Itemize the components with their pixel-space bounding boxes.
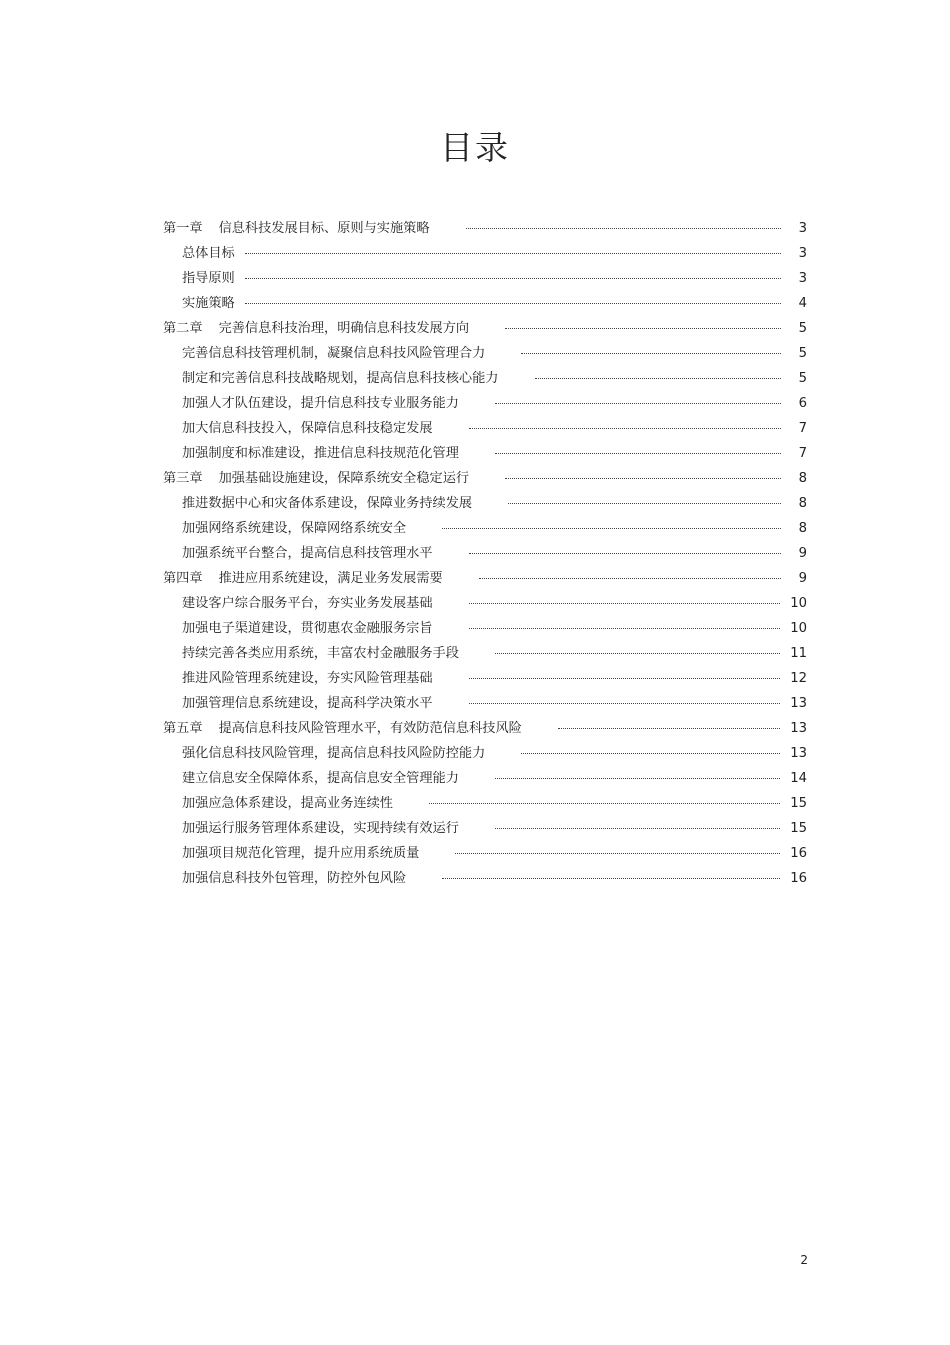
toc-page-number: 15 <box>790 796 807 811</box>
toc-section-entry[interactable] <box>163 416 807 441</box>
dot-leader <box>505 328 781 329</box>
toc-entry-title: 加大信息科技投入，保障信息科技稳定发展 <box>182 421 433 436</box>
toc-page-number: 3 <box>798 246 807 261</box>
toc-page-number: 8 <box>798 471 807 486</box>
toc-chapter-entry[interactable] <box>163 716 807 741</box>
chapter-number: 第三章 <box>163 471 203 486</box>
toc-section-entry[interactable] <box>163 541 807 566</box>
toc-entry-title: 建立信息安全保障体系，提高信息安全管理能力 <box>182 771 459 786</box>
dot-leader <box>558 728 780 729</box>
toc-section-entry[interactable] <box>163 616 807 641</box>
toc-entry-title: 制定和完善信息科技战略规划，提高信息科技核心能力 <box>182 371 499 386</box>
chapter-number: 第四章 <box>163 571 203 586</box>
toc-page-number: 5 <box>798 321 807 336</box>
toc-entry-title: 加强信息科技外包管理，防控外包风险 <box>182 871 407 886</box>
dot-leader <box>442 878 780 879</box>
dot-leader <box>455 853 780 854</box>
toc-entry-title: 实施策略 <box>182 296 235 311</box>
dot-leader <box>469 628 781 629</box>
dot-leader <box>495 403 781 404</box>
toc-page-number: 5 <box>798 346 807 361</box>
dot-leader <box>429 803 780 804</box>
toc-page-number: 9 <box>798 546 807 561</box>
toc-entry-title: 加强人才队伍建设，提升信息科技专业服务能力 <box>182 396 459 411</box>
toc-page-number: 7 <box>798 446 807 461</box>
dot-leader <box>245 303 781 304</box>
toc-entry-title: 提高信息科技风险管理水平，有效防范信息科技风险 <box>218 721 522 736</box>
toc-section-entry[interactable] <box>163 866 807 891</box>
toc-section-entry[interactable] <box>163 266 807 291</box>
toc-chapter-entry[interactable] <box>163 216 807 241</box>
toc-page-number: 12 <box>790 671 807 686</box>
dot-leader <box>466 228 781 229</box>
toc-page-number: 11 <box>790 646 807 661</box>
toc-section-entry[interactable] <box>163 641 807 666</box>
toc-page-number: 5 <box>798 371 807 386</box>
dot-leader <box>245 278 781 279</box>
toc-section-entry[interactable] <box>163 516 807 541</box>
dot-leader <box>469 678 781 679</box>
toc-entry-title: 完善信息科技管理机制，凝聚信息科技风险管理合力 <box>182 346 486 361</box>
toc-entry-title: 推进数据中心和灾备体系建设，保障业务持续发展 <box>182 496 473 511</box>
toc-entry-title: 推进风险管理系统建设，夯实风险管理基础 <box>182 671 433 686</box>
toc-page-number: 15 <box>790 821 807 836</box>
toc-page-number: 6 <box>798 396 807 411</box>
toc-chapter-entry[interactable] <box>163 466 807 491</box>
dot-leader <box>505 478 781 479</box>
dot-leader <box>245 253 781 254</box>
toc-entry-title: 加强运行服务管理体系建设，实现持续有效运行 <box>182 821 459 836</box>
toc-entry-title: 总体目标 <box>182 246 235 261</box>
toc-page-number: 4 <box>798 296 807 311</box>
dot-leader <box>442 528 781 529</box>
toc-section-entry[interactable] <box>163 441 807 466</box>
toc-section-entry[interactable] <box>163 666 807 691</box>
toc-entry-title: 推进应用系统建设，满足业务发展需要 <box>218 571 443 586</box>
dot-leader <box>521 353 781 354</box>
toc-page-number: 3 <box>798 221 807 236</box>
toc-entry-title: 加强基础设施建设，保障系统安全稳定运行 <box>218 471 470 486</box>
dot-leader <box>495 653 780 654</box>
toc-section-entry[interactable] <box>163 791 807 816</box>
page-title: 目录 <box>440 128 510 167</box>
toc-section-entry[interactable] <box>163 241 807 266</box>
toc-section-entry[interactable] <box>163 591 807 616</box>
toc-page-number: 8 <box>798 496 807 511</box>
toc-entry-title: 加强网络系统建设，保障网络系统安全 <box>182 521 407 536</box>
toc-page-number: 13 <box>790 721 807 736</box>
toc-section-entry[interactable] <box>163 816 807 841</box>
toc-entry-title: 加强电子渠道建设，贯彻惠农金融服务宗旨 <box>182 621 433 636</box>
toc-entry-title: 加强管理信息系统建设，提高科学决策水平 <box>182 696 433 711</box>
toc-section-entry[interactable] <box>163 841 807 866</box>
toc-section-entry[interactable] <box>163 291 807 316</box>
toc-section-entry[interactable] <box>163 341 807 366</box>
dot-leader <box>469 553 781 554</box>
toc-entry-title: 持续完善各类应用系统，丰富农村金融服务手段 <box>182 646 459 661</box>
dot-leader <box>495 778 780 779</box>
toc-section-entry[interactable] <box>163 741 807 766</box>
toc-entry-title: 加强制度和标准建设，推进信息科技规范化管理 <box>182 446 459 461</box>
dot-leader <box>521 753 780 754</box>
dot-leader <box>479 578 781 579</box>
toc-entry-title: 建设客户综合服务平台，夯实业务发展基础 <box>182 596 433 611</box>
dot-leader <box>495 828 780 829</box>
toc-entry-title: 加强项目规范化管理，提升应用系统质量 <box>182 846 420 861</box>
toc-page-number: 13 <box>790 746 807 761</box>
toc-section-entry[interactable] <box>163 391 807 416</box>
chapter-number: 第五章 <box>163 721 203 736</box>
dot-leader <box>469 703 781 704</box>
dot-leader <box>535 378 782 379</box>
toc-page-number: 8 <box>798 521 807 536</box>
toc-section-entry[interactable] <box>163 691 807 716</box>
chapter-number: 第二章 <box>163 321 203 336</box>
toc-entry-title: 完善信息科技治理，明确信息科技发展方向 <box>218 321 470 336</box>
toc-page-number: 16 <box>790 871 807 886</box>
toc-entry-title: 指导原则 <box>182 271 235 286</box>
dot-leader <box>495 453 781 454</box>
dot-leader <box>469 428 781 429</box>
chapter-number: 第一章 <box>163 221 203 236</box>
toc-section-entry[interactable] <box>163 491 807 516</box>
toc-chapter-entry[interactable] <box>163 566 807 591</box>
toc-section-entry[interactable] <box>163 366 807 391</box>
toc-page-number: 10 <box>790 621 807 636</box>
toc-page-number: 14 <box>790 771 807 786</box>
toc-page-number: 16 <box>790 846 807 861</box>
dot-leader <box>508 503 781 504</box>
toc-page-number: 10 <box>790 596 807 611</box>
toc-page-number: 13 <box>790 696 807 711</box>
toc-entry-title: 加强系统平台整合，提高信息科技管理水平 <box>182 546 433 561</box>
toc-chapter-entry[interactable] <box>163 316 807 341</box>
page-number: 2 <box>800 1253 808 1267</box>
toc-page-number: 9 <box>798 571 807 586</box>
toc-page-number: 3 <box>798 271 807 286</box>
toc-entry-title: 强化信息科技风险管理，提高信息科技风险防控能力 <box>182 746 486 761</box>
toc-page-number: 7 <box>798 421 807 436</box>
table-of-contents <box>163 216 807 891</box>
toc-entry-title: 加强应急体系建设，提高业务连续性 <box>182 796 393 811</box>
toc-entry-title: 信息科技发展目标、原则与实施策略 <box>218 221 430 236</box>
dot-leader <box>469 603 781 604</box>
toc-section-entry[interactable] <box>163 766 807 791</box>
